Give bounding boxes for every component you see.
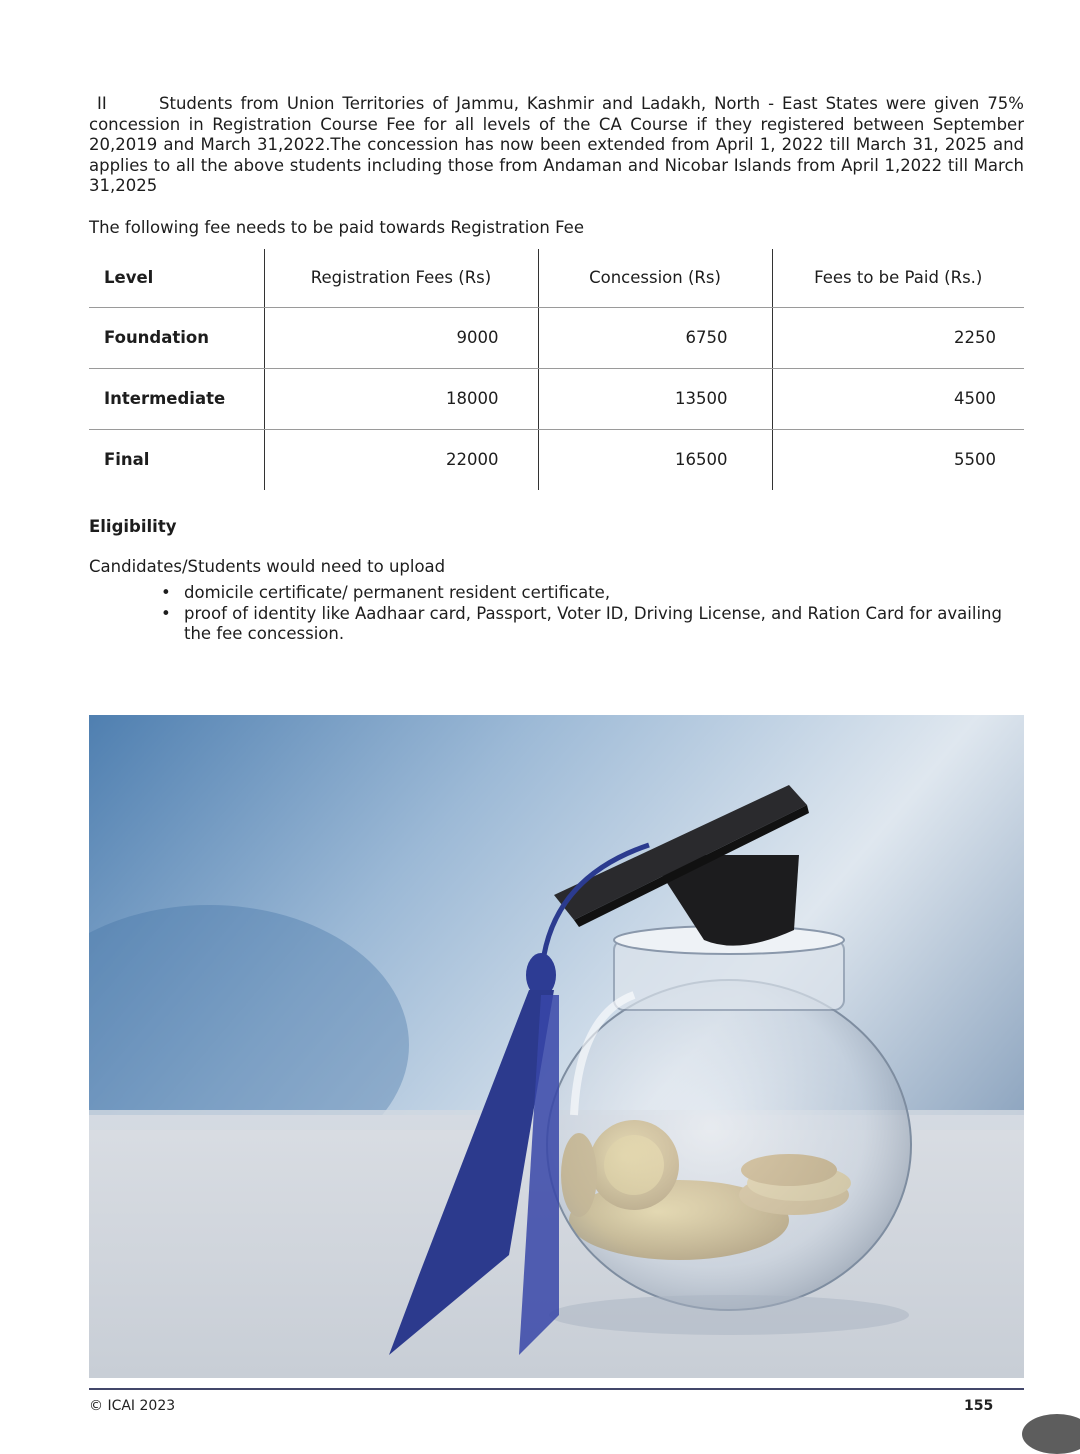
table-row — [89, 368, 1024, 429]
header-payable: Fees to be Paid (Rs.) — [772, 249, 1024, 307]
row-concession: 6750 — [538, 307, 772, 368]
row-registration: 9000 — [264, 307, 538, 368]
concession-text: Students from Union Territories of Jammu, Kashmir and Ladakh, North - East States were given 75% concession in Registration Course Fee for all levels of the CA Course if they registered between September 20,2019 and March 31,2022.The concession has now been extended from April 1, 2022 till March 31, 2025 and applies to all the above students including those from Andaman and Nicobar Islands from April 1,2022 till March 31,2025 — [89, 94, 1024, 195]
eligibility-list — [89, 583, 1024, 645]
table-row — [89, 307, 1024, 368]
section-marker: II — [97, 94, 107, 113]
row-concession: 13500 — [538, 368, 772, 429]
fee-table-header — [89, 249, 1024, 307]
header-registration: Registration Fees (Rs) — [264, 249, 538, 307]
eligibility-heading: Eligibility — [89, 517, 177, 536]
fee-table — [89, 249, 1024, 490]
header-level: Level — [89, 249, 264, 307]
list-item-text: domicile certificate/ permanent resident certificate, — [184, 583, 611, 602]
graduation-jar-photo — [89, 715, 1024, 1378]
row-registration: 18000 — [264, 368, 538, 429]
page-number: 155 — [964, 1398, 994, 1414]
footer-copyright: © ICAI 2023 — [89, 1398, 176, 1414]
list-item-text: proof of identity like Aadhaar card, Passport, Voter ID, Driving License, and Ration Card for availing the fee concession. — [184, 603, 1002, 643]
row-level: Final — [104, 450, 150, 470]
bullet-icon: • — [161, 603, 171, 623]
list-item — [89, 583, 1024, 604]
table-row — [89, 429, 1024, 490]
bullet-icon: • — [161, 583, 171, 602]
corner-scroll-handle[interactable] — [1022, 1414, 1080, 1454]
row-level: Intermediate — [89, 368, 264, 429]
row-registration: 22000 — [264, 429, 538, 490]
row-payable: 5500 — [772, 429, 1024, 490]
row-payable: 2250 — [772, 307, 1024, 368]
row-level: Foundation — [89, 307, 264, 368]
header-concession: Concession (Rs) — [538, 249, 772, 307]
fee-intro: The following fee needs to be paid towards Registration Fee — [89, 218, 584, 237]
row-payable: 4500 — [772, 368, 1024, 429]
eligibility-intro: Candidates/Students would need to upload — [89, 557, 446, 576]
footer-divider — [89, 1388, 1024, 1390]
concession-paragraph — [89, 94, 1024, 197]
list-item — [89, 604, 1024, 645]
row-concession: 16500 — [538, 429, 772, 490]
